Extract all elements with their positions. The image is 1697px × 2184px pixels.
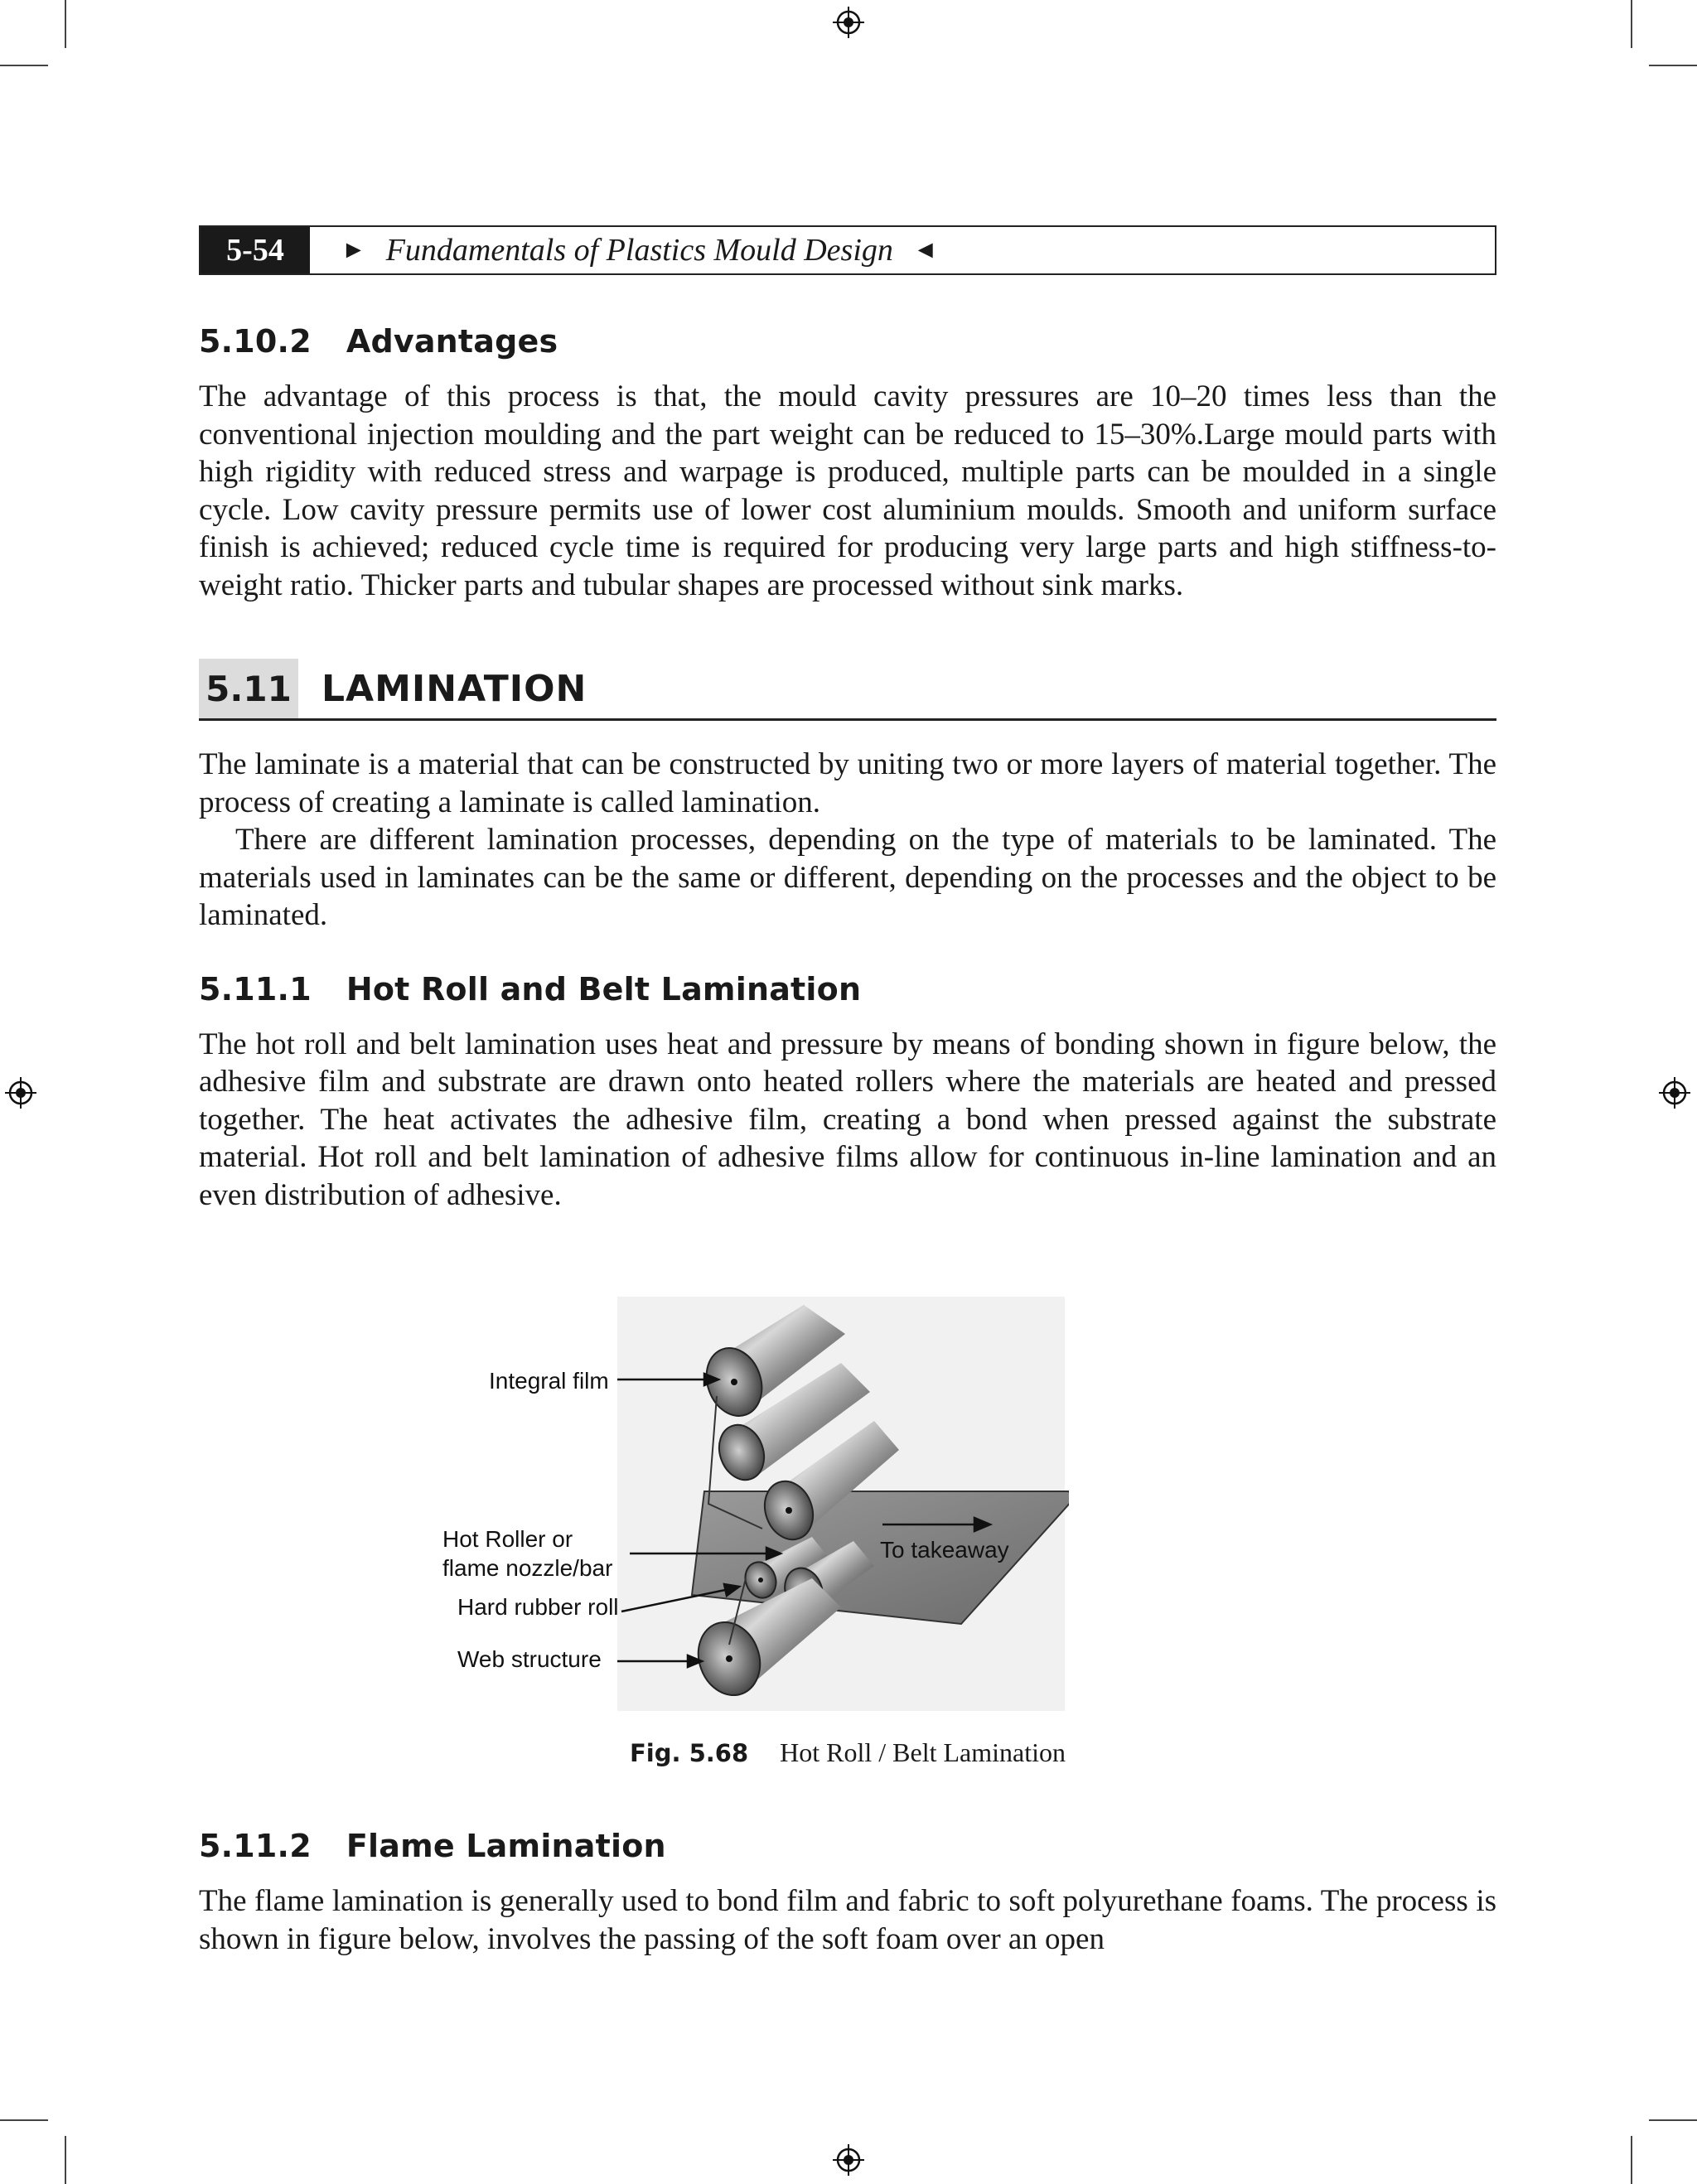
heading-number: 5.10.2 — [199, 323, 312, 360]
heading-title: Advantages — [346, 323, 558, 360]
page-number: 5-54 — [201, 227, 310, 273]
crop-mark — [65, 2136, 66, 2184]
registration-mark-icon — [1659, 1077, 1690, 1109]
running-header — [199, 225, 1496, 275]
paragraph-lamination-2: There are different lamination processes, depending on the type of materials to be laminated. The materials used in laminates can be the same or different, depending on the processes and the object to be laminated. — [199, 823, 1496, 932]
crop-mark — [0, 65, 48, 66]
figure-hot-roll-lamination — [232, 1297, 1069, 1727]
heading-title: Flame Lamination — [346, 1828, 666, 1864]
page-content — [199, 225, 1496, 1214]
label-integral-film: Integral film — [489, 1368, 609, 1394]
label-hot-roller-line-1: Hot Roller or — [442, 1526, 573, 1552]
paragraph-lamination-1: The laminate is a material that can be constructed by uniting two or more layers of material together. The process of creating a laminate is called lamination. — [199, 747, 1496, 819]
label-hard-rubber-roll: Hard rubber roll — [457, 1594, 619, 1620]
heading-number: 5.11.1 — [199, 970, 312, 1007]
book-title: Fundamentals of Plastics Mould Design — [385, 233, 893, 268]
crop-mark — [1631, 0, 1632, 48]
crop-mark — [65, 0, 66, 48]
heading-5-11-1 — [199, 971, 1496, 1007]
crop-mark — [1649, 2119, 1697, 2121]
registration-mark-icon — [833, 2144, 864, 2176]
right-triangle-icon: ► — [341, 236, 366, 263]
label-hot-roller-line-2: flame nozzle/bar — [442, 1555, 613, 1581]
paragraph-advantages: The advantage of this process is that, the mould cavity pressures are 10–20 times less than the conventional injection moulding and the part weight can be reduced to 15–30%.Large mould parts with high rigidity with reduced stress and warpage is produced, multiple parts can be moulded in a single cycle. Low cavity pressure permits use of lower cost aluminium moulds. Smooth and uniform surface finish is achieved; reduced cycle time is required for producing very large parts and high stiffness-to-weight ratio. Thicker parts and tubular shapes are processed without sink marks. — [199, 379, 1496, 602]
crop-mark — [0, 2119, 48, 2121]
crop-mark — [1631, 2136, 1632, 2184]
crop-mark — [1649, 65, 1697, 66]
registration-mark-icon — [5, 1077, 36, 1109]
label-web-structure: Web structure — [457, 1646, 602, 1672]
paragraph-hot-roll: The hot roll and belt lamination uses heat and pressure by means of bonding shown in figure below, the adhesive film and substrate are drawn onto heated rollers where the materials are heated and pressed together. The heat activates the adhesive film, creating a bond when pressed against the substrate material. Hot roll and belt lamination of adhesive films allow for continuous in-line lamination and an even distribution of adhesive. — [199, 1027, 1496, 1212]
left-triangle-icon: ◄ — [912, 236, 938, 263]
paragraph-flame-lamination: The flame lamination is generally used to bond film and fabric to soft polyurethane foams. The process is shown in figure below, involves the passing of the soft foam over an open — [199, 1884, 1496, 1956]
section-number: 5.11 — [199, 659, 298, 718]
section-flame-lamination — [199, 1828, 1496, 1958]
heading-5-11-2 — [199, 1828, 1496, 1864]
heading-number: 5.11.2 — [199, 1828, 312, 1864]
running-title — [341, 232, 938, 268]
section-title: LAMINATION — [322, 667, 587, 710]
figure-caption — [199, 1737, 1496, 1768]
heading-title: Hot Roll and Belt Lamination — [346, 970, 862, 1007]
section-heading-5-11 — [199, 659, 1496, 721]
caption-text: Hot Roll / Belt Lamination — [780, 1737, 1066, 1767]
registration-mark-icon — [833, 7, 864, 38]
lamination-rollers-illustration — [232, 1297, 1069, 1727]
caption-number: Fig. 5.68 — [629, 1739, 749, 1767]
heading-5-10-2 — [199, 323, 1496, 360]
label-to-takeaway: To takeaway — [880, 1537, 1009, 1563]
